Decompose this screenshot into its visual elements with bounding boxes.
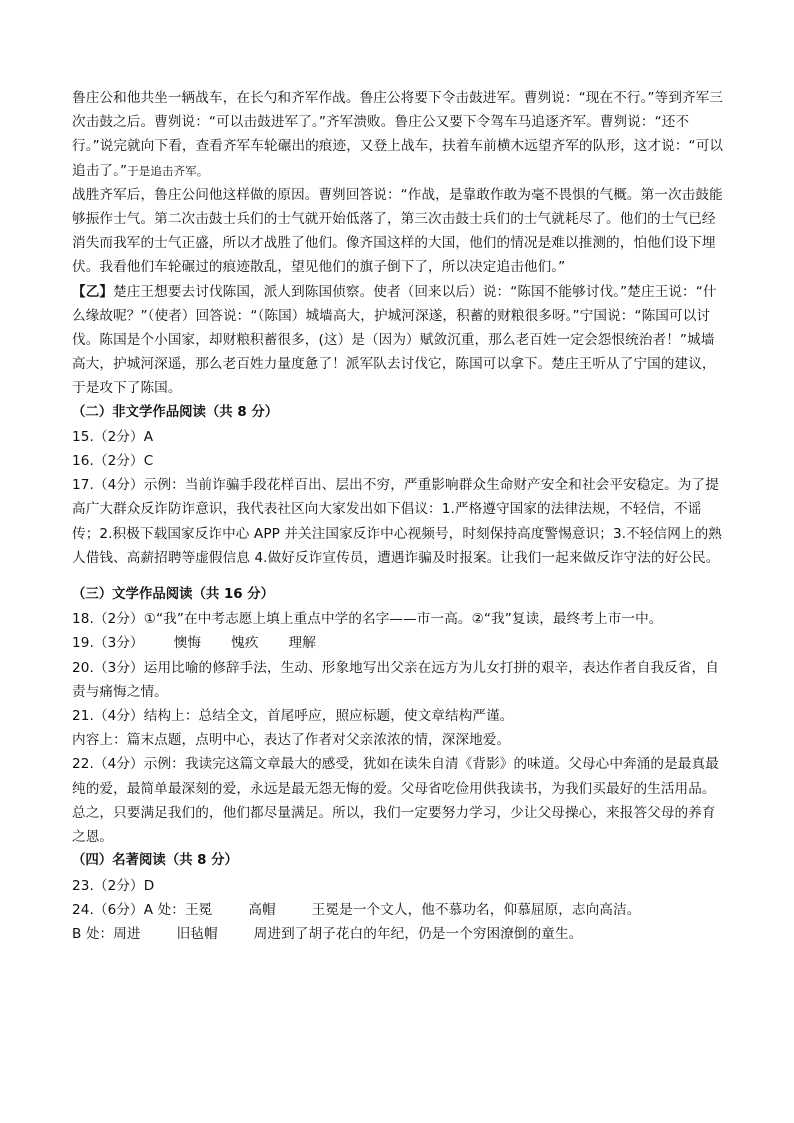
answer-q21-content: 内容上：篇末点题，点明中心，表达了作者对父亲浓浓的情，深深地爱。 <box>72 732 511 749</box>
answer-q24-b-item: 旧毡帽 <box>176 925 218 942</box>
translation-paragraph-3-text: 楚庄王想要去讨伐陈国，派人到陈国侦察。使者（回来以后）说：“陈国不能够讨伐。”楚庄王说：“什么缘故呢？”（使者）回答说：“（陈国）城墙高大，护城河深遂，积蓄的财粮很多呀。”宁国说：“陈国可以讨伐。陈国是个小国家，却财粮积蓄很多，(这）是（因为）赋敛沉重，那么老百姓一定会怨恨统治者！”城墙高大，护城河深遥，那么老百姓力量度惫了！派军队去讨伐它，陈国可以拿下。楚庄王听从了宁国的建议，于是攻下了陈国。 <box>72 283 717 397</box>
answer-q24-a-desc: 王冕是一个文人，他不慕功名，仰慕屈原，志向高洁。 <box>311 901 641 918</box>
answer-q20: 20.（3分）运用比喻的修辞手法，生动、形象地写出父亲在远方为儿女打拼的艰辛，表达作者自我反省，自责与痛悔之情。 <box>72 659 719 700</box>
answer-document <box>72 86 724 946</box>
answer-q19-word-1: 懊悔 <box>173 635 202 652</box>
section-3-title: （三）文学作品阅读（共 16 分） <box>72 587 275 603</box>
answer-q23: 23.（2分）D <box>72 877 155 894</box>
section-4-title: （四）名著阅读（共 8 分） <box>72 853 238 869</box>
answer-q19-word-3: 理解 <box>288 635 316 652</box>
answer-q24-a <box>72 898 724 922</box>
answer-q24-a-item: 高帽 <box>248 901 276 918</box>
answer-q19-label: 19.（3分） <box>72 635 144 652</box>
answer-q21-structure: 21.（4分）结构上：总结全文，首尾呼应，照应标题，使文章结构严谨。 <box>72 708 514 725</box>
answer-q24-b <box>72 922 724 946</box>
answer-q15: 15.（2分）A <box>72 428 154 445</box>
translation-paragraph-1-text: 鲁庄公和他共坐一辆战车，在长勺和齐军作战。鲁庄公将要下令击鼓进军。曹刿说：“现在不行。”等到齐军三次击鼓之后。曹刿说：“可以击鼓进军了。”齐军溃败。鲁庄公又要下令驾车马追逐齐军。曹刿说：“还不行。”说完就向下看，查看齐军车轮碾出的痕迹，又登上战车，扶着车前横木远望齐军的队形，这才说：“可以追击了。” <box>72 90 724 179</box>
spacer <box>72 570 724 583</box>
translation-paragraph-1-tail: 于是追击齐军。 <box>127 163 209 178</box>
passage-b-marker: 【乙】 <box>72 283 114 300</box>
answer-q17: 17.（4分）示例：当前诈骗手段花样百出、层出不穷，严重影响群众生命财产安全和社会平安稳定。为了提高广大群众反诈防诈意识，我代表社区向大家发出如下倡议：1.严格遵守国家的法律法规，不轻信，不谣传；2.积极下载国家反诈中心 APP 并关注国家反诈中心视频号，时刻保持高度警惕意识；3.不轻信网上的熟人借钱、高薪招聘等虚假信息 4.做好反诈宣传员，遭遇诈骗及时报案。让我们一起来做反诈守法的好公民。 <box>72 477 723 566</box>
translation-paragraph-1 <box>72 86 724 183</box>
translation-paragraph-2: 战胜齐军后，鲁庄公问他这样做的原因。曹刿回答说：“作战，是靠敢作敢为毫不畏惧的气概。第一次击鼓能够振作士气。第二次击鼓士兵们的士气就开始低落了，第三次击鼓士兵们的士气就耗尽了。他们的士气已经消失而我军的士气正盛，所以才战胜了他们。像齐国这样的大国，他们的情况是难以推测的，怕他们设下埋伏。我看他们车轮碾过的痕迹散乱，望见他们的旗子倒下了，所以决定追击他们。” <box>72 186 723 276</box>
answer-q24-b-label: B 处：周进 <box>72 925 141 942</box>
answer-q18: 18.（2分）①“我”在中考志愿上填上重点中学的名字——市一高。②“我”复读，最终考上市一中。 <box>72 611 663 628</box>
answer-q16: 16.（2分）C <box>72 453 154 470</box>
section-2-title: （二）非文学作品阅读（共 8 分） <box>72 404 279 420</box>
answer-q24-b-desc: 周进到了胡子花白的年纪，仍是一个穷困潦倒的童生。 <box>253 925 583 942</box>
answer-q19-word-2: 愧疚 <box>231 635 259 652</box>
answer-q24-a-label: 24.（6分）A 处：王冕 <box>72 901 213 918</box>
translation-paragraph-3 <box>72 280 724 401</box>
answer-q19 <box>72 631 724 655</box>
answer-q22: 22.（4分）示例：我读完这篇文章最大的感受，犹如在读朱自清《背影》的味道。父母心中奔涌的是最真最纯的爱，最简单最深刻的爱，永远是最无怨无悔的爱。父母省吃俭用供我读书，为我们买最好的生活用品。总之，只要满足我们的，他们都尽量满足。所以，我们一定要努力学习，少让父母操心，来报答父母的养育之恩。 <box>72 756 719 846</box>
